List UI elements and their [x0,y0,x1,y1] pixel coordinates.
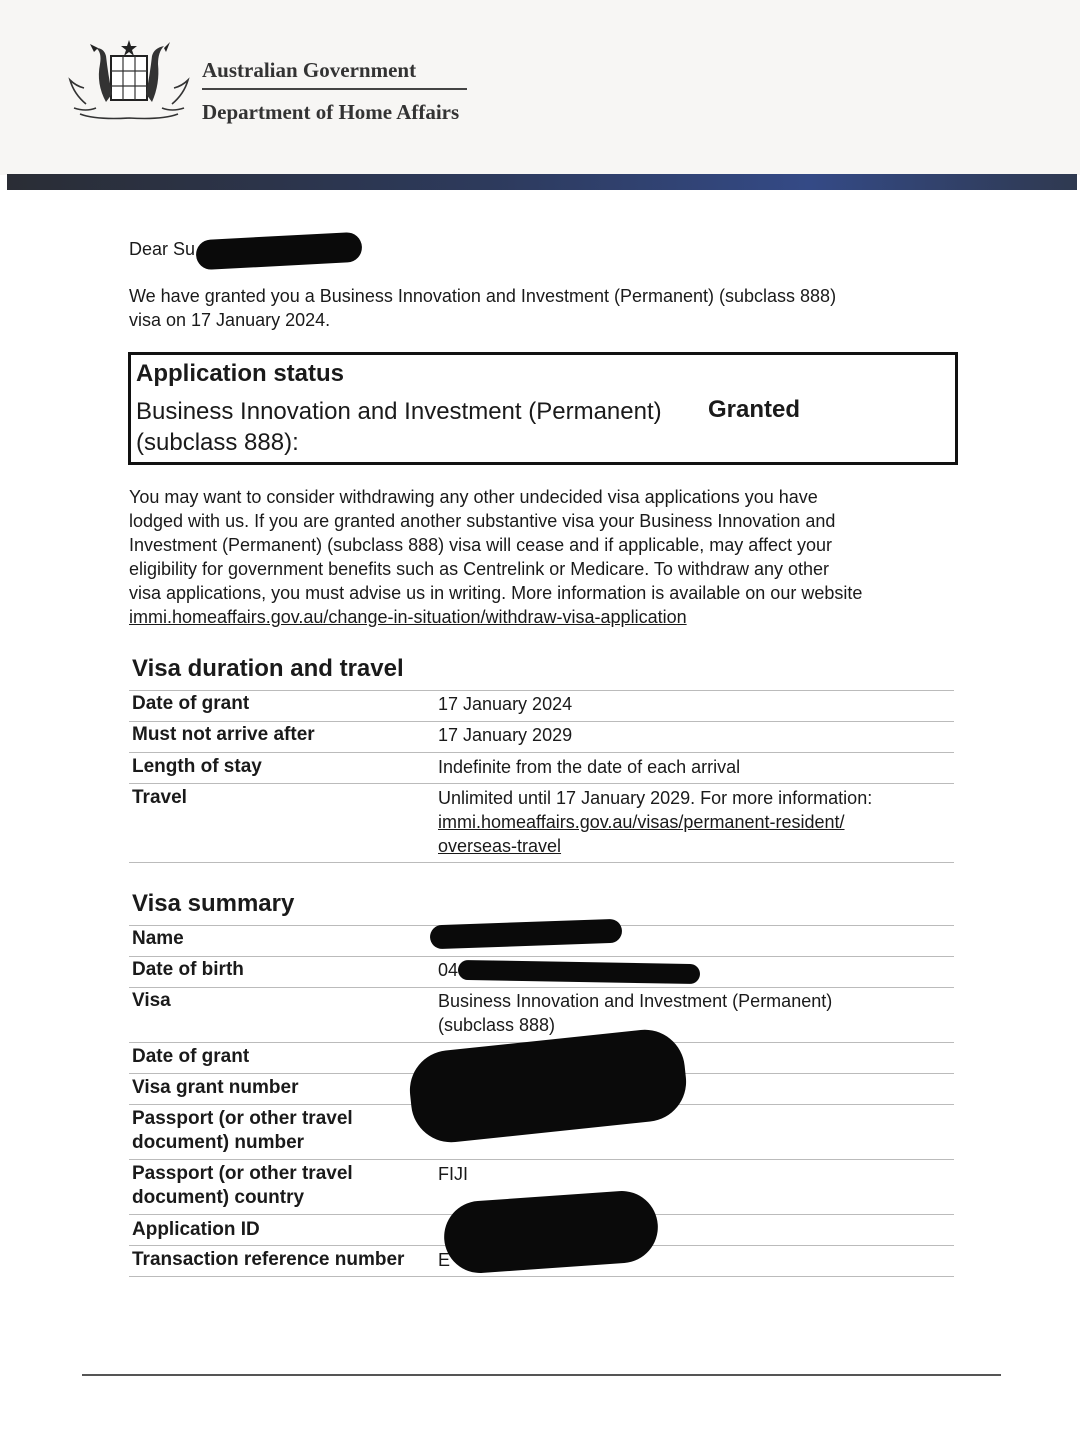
transaction-reference-value: E [438,1250,451,1270]
table-rule [129,783,954,784]
intro-line-2: visa on 17 January 2024. [129,310,331,330]
duration-section-title: Visa duration and travel [132,655,404,682]
passport-country-label-cont: document) country [132,1187,305,1208]
visa-label: Visa [132,990,171,1011]
withdraw-visa-link[interactable]: immi.homeaffairs.gov.au/change-in-situation/withdraw-visa-application [129,607,687,627]
coat-of-arms-icon [66,34,192,126]
advice-line-4: eligibility for government benefits such as Centrelink or Medicare. To withdraw any other [129,559,830,579]
table-rule [129,690,954,691]
name-label: Name [132,928,184,949]
letterhead [0,0,1080,175]
table-rule [129,987,954,988]
header-divider [202,88,467,90]
application-status-box [128,352,958,465]
must-not-arrive-after-label: Must not arrive after [132,724,315,745]
transaction-reference-label: Transaction reference number [132,1249,405,1270]
date-of-birth-value: 04 [438,960,459,980]
header-band [7,174,1077,190]
application-id-label: Application ID [132,1219,260,1240]
length-of-stay-value: Indefinite from the date of each arrival [438,757,741,777]
length-of-stay-label: Length of stay [132,756,262,777]
table-rule [129,956,954,957]
redaction-mark [195,232,362,271]
redaction-mark [442,1189,661,1276]
overseas-travel-link-cont[interactable]: overseas-travel [438,836,562,856]
passport-number-label: Passport (or other travel [132,1108,353,1129]
date-of-birth-label: Date of birth [132,959,244,980]
passport-number-label-cont: document) number [132,1132,305,1153]
table-rule [129,1276,954,1277]
footer-divider [82,1374,1001,1376]
visa-value-cont: (subclass 888) [438,1015,556,1035]
date-of-grant-value: 17 January 2024 [438,694,573,714]
visa-value: Business Innovation and Investment (Permanent) [438,991,833,1011]
date-of-grant-label: Date of grant [132,693,250,714]
department-name: Department of Home Affairs [202,100,460,124]
status-visa: Business Innovation and Investment (Permanent) (subclass 888): [136,398,662,456]
advice-line-3: Investment (Permanent) (subclass 888) visa will cease and if applicable, may affect your [129,535,832,555]
advice-line-5: visa applications, you must advise us in writing. More information is available on our website [129,583,863,603]
must-not-arrive-after-value: 17 January 2029 [438,725,573,745]
intro-line-1: We have granted you a Business Innovation and Investment (Permanent) (subclass 888) [129,286,837,306]
salutation: Dear Su [129,239,196,259]
advice-line-1: You may want to consider withdrawing any other undecided visa applications you have [129,487,818,507]
redaction-mark [430,919,623,950]
visa-grant-number-label: Visa grant number [132,1077,299,1098]
overseas-travel-link[interactable]: immi.homeaffairs.gov.au/visas/permanent-resident/ [438,812,845,832]
passport-country-value: FIJI [438,1164,468,1184]
travel-value: Unlimited until 17 January 2029. For more information: [438,788,873,808]
status-title: Application status [136,360,345,387]
travel-label: Travel [132,787,187,808]
advice-line-2: lodged with us. If you are granted another substantive visa your Business Innovation and [129,511,836,531]
table-rule [129,1159,954,1160]
table-rule [129,862,954,863]
passport-country-label: Passport (or other travel [132,1163,353,1184]
table-rule [129,721,954,722]
redaction-mark [458,960,700,984]
government-name: Australian Government [202,58,417,82]
redaction-mark [406,1026,690,1146]
summary-section-title: Visa summary [132,890,295,917]
summary-date-of-grant-label: Date of grant [132,1046,250,1067]
status-badge: Granted [708,396,801,423]
table-rule [129,752,954,753]
